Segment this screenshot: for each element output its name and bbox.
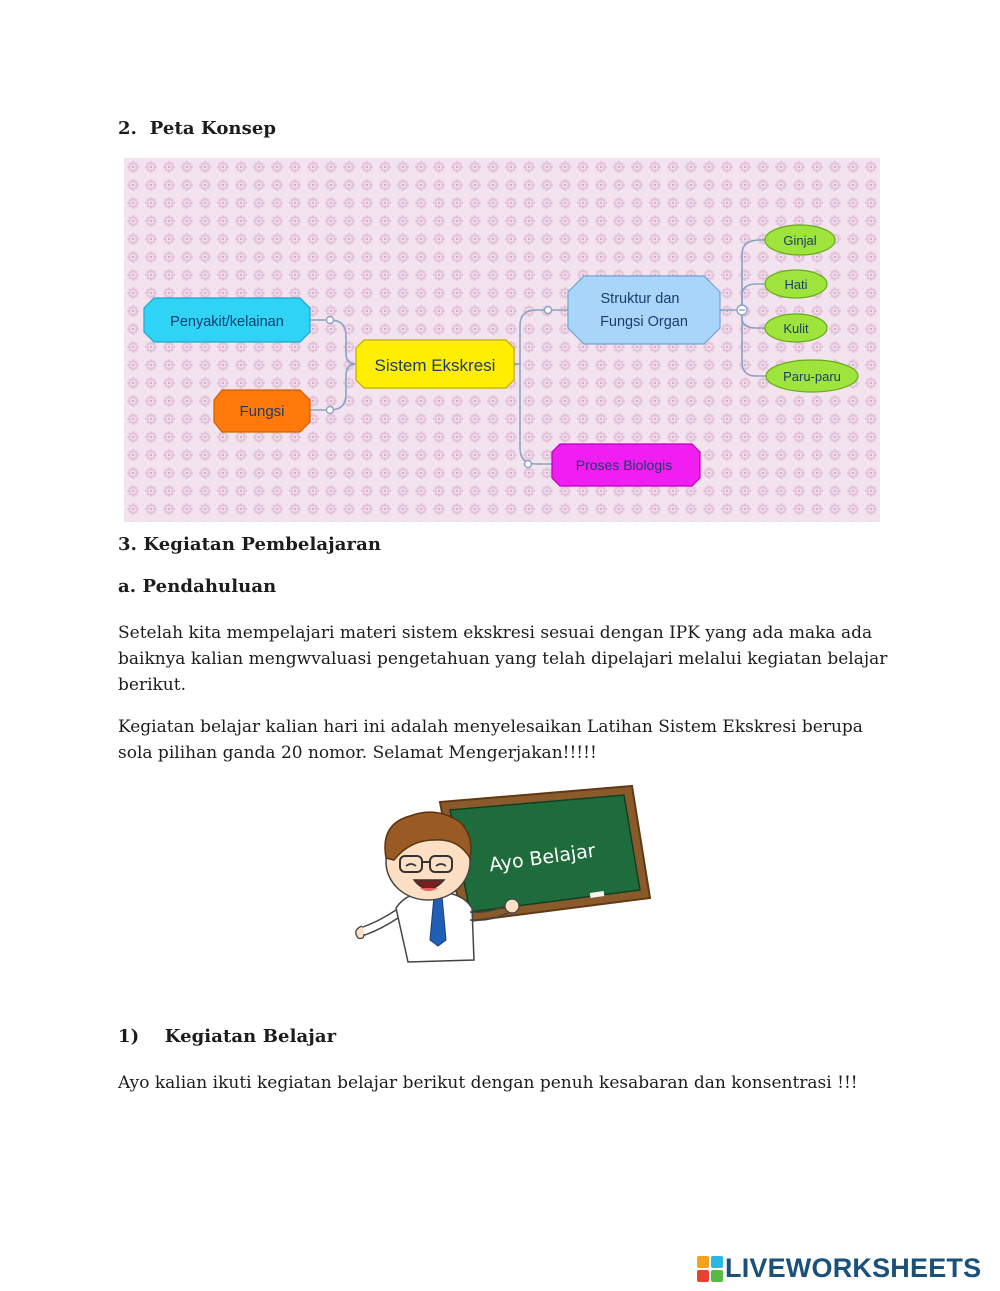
- organ-paru-paru: [766, 360, 858, 392]
- node-proses-biologis-label: Proses Biologis: [575, 457, 673, 473]
- chalkboard: [440, 786, 650, 922]
- section-2-heading: [118, 118, 276, 139]
- node-sistem-ekskresi: [356, 340, 514, 388]
- node-struktur-line2: Fungsi Organ: [600, 314, 688, 330]
- intro-paragraph-2: Kegiatan belajar kalian hari ini adalah menyelesaikan Latihan Sistem Ekskresi berupa sola pilihan ganda 20 nomor. Selamat Mengerjakan!!!!!: [118, 717, 863, 763]
- node-proses-biologis: [552, 444, 700, 486]
- node-struktur-line1: Struktur dan: [600, 291, 680, 307]
- organ-kulit: [765, 314, 827, 342]
- organ-ginjal-label: Ginjal: [783, 233, 817, 248]
- section-a-heading: a. Pendahuluan: [118, 576, 277, 597]
- node-struktur-fungsi-organ: [568, 276, 720, 344]
- subsection-1-heading: [118, 1026, 336, 1047]
- organ-kulit-label: Kulit: [783, 321, 809, 336]
- section-3-heading: 3. Kegiatan Pembelajaran: [118, 534, 382, 555]
- ayo-belajar-illustration: [350, 780, 660, 965]
- node-sistem-ekskresi-label: Sistem Ekskresi: [374, 356, 496, 375]
- activity-paragraph: Ayo kalian ikuti kegiatan belajar berikut dengan penuh kesabaran dan konsentrasi !!!: [118, 1073, 858, 1093]
- section-2-number: 2.: [118, 118, 137, 139]
- section-2-title: Peta Konsep: [149, 118, 277, 139]
- liveworksheets-logo-text: LIVEWORKSHEETS: [725, 1253, 982, 1283]
- liveworksheets-logo-icon: [697, 1256, 723, 1282]
- node-fungsi-label: Fungsi: [239, 403, 285, 420]
- subsection-1-number: 1): [118, 1026, 140, 1047]
- node-fungsi: [214, 390, 310, 432]
- node-penyakit-kelainan: [144, 298, 310, 342]
- node-penyakit-kelainan-label: Penyakit/kelainan: [170, 314, 284, 330]
- organ-ginjal: [765, 225, 835, 255]
- intro-paragraph-1: Setelah kita mempelajari materi sistem ekskresi sesuai dengan IPK yang ada maka ada baiknya kalian mengwvaluasi pengetahuan yang telah dipelajari melalui kegiatan belajar berikut.: [118, 623, 888, 695]
- organ-hati-label: Hati: [784, 277, 808, 292]
- concept-map: [124, 158, 880, 522]
- subsection-1-title: Kegiatan Belajar: [164, 1026, 337, 1047]
- organ-hati: [765, 270, 827, 298]
- organ-paru-paru-label: Paru-paru: [783, 369, 841, 384]
- liveworksheets-logo[interactable]: [697, 1255, 997, 1285]
- chalkboard-text: Ayo Belajar: [487, 839, 597, 877]
